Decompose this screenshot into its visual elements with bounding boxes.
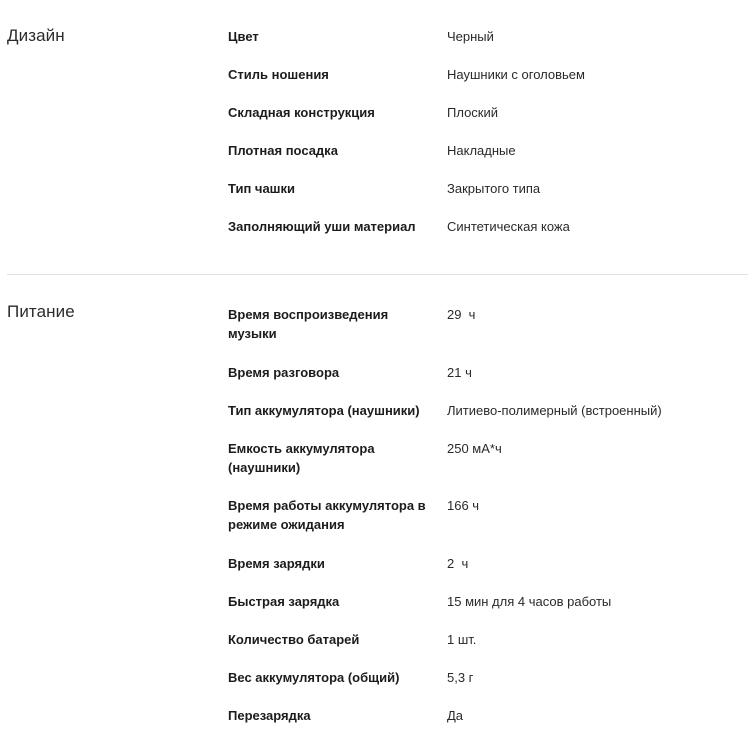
spec-value: Закрытого типа: [447, 181, 541, 196]
spec-value: Синтетическая кожа: [447, 219, 570, 234]
spec-label: Быстрая зарядка: [228, 594, 340, 609]
spec-value: Плоский: [447, 105, 499, 120]
spec-label: Емкость аккумулятора (наушники): [228, 441, 375, 475]
spec-value: 21 ч: [447, 365, 472, 380]
section-title: Питание: [7, 302, 75, 321]
spec-label: Вес аккумулятора (общий): [228, 670, 400, 685]
spec-label: Количество батарей: [228, 632, 360, 647]
spec-value: 2 ч: [447, 556, 469, 571]
spec-value: Наушники с оголовьем: [447, 67, 585, 82]
spec-value: 29 ч: [447, 307, 476, 322]
spec-value: Накладные: [447, 143, 516, 158]
spec-label: Складная конструкция: [228, 105, 375, 120]
spec-label: Плотная посадка: [228, 143, 338, 158]
spec-label: Заполняющий уши материал: [228, 219, 416, 234]
section-divider: [7, 274, 748, 275]
spec-label: Время воспроизведения музыки: [228, 307, 389, 341]
spec-label: Цвет: [228, 29, 259, 44]
spec-label: Время разговора: [228, 365, 340, 380]
spec-value: 166 ч: [447, 498, 480, 513]
spec-value: 250 мА*ч: [447, 441, 502, 456]
spec-value: Да: [447, 708, 464, 723]
spec-value: Черный: [447, 29, 494, 44]
spec-label: Перезарядка: [228, 708, 311, 723]
spec-value: 15 мин для 4 часов работы: [447, 594, 612, 609]
spec-value: Литиево-полимерный (встроенный): [447, 403, 662, 418]
spec-label: Тип аккумулятора (наушники): [228, 403, 420, 418]
spec-label: Тип чашки: [228, 181, 296, 196]
spec-value: 1 шт.: [447, 632, 477, 647]
spec-label: Время работы аккумулятора в режиме ожидания: [228, 498, 426, 532]
section-title: Дизайн: [7, 26, 65, 45]
spec-label: Стиль ношения: [228, 67, 329, 82]
spec-label: Время зарядки: [228, 556, 325, 571]
spec-value: 5,3 г: [447, 670, 474, 685]
